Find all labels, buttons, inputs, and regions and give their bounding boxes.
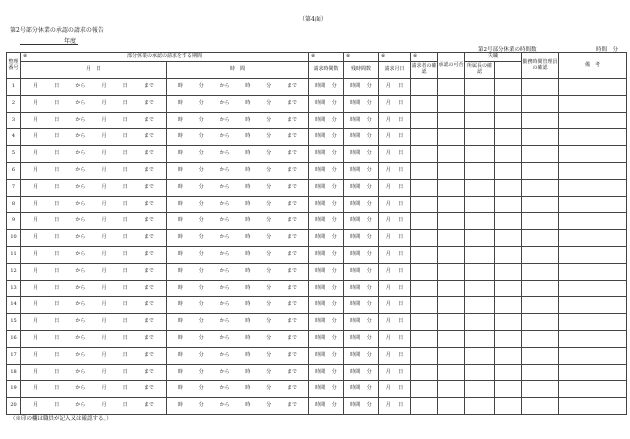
period-time-cell[interactable]: 時 分 から 時 分 まで bbox=[167, 179, 309, 196]
request-date-cell[interactable]: 月 日 bbox=[379, 179, 411, 196]
period-time-cell[interactable]: 時 分 から 時 分 まで bbox=[167, 95, 309, 112]
header-star-remaining: ※ bbox=[344, 53, 379, 62]
hours-manager-confirm-cell[interactable] bbox=[522, 196, 559, 213]
serial-number-cell: 2 bbox=[7, 95, 21, 112]
requester-confirm-cell[interactable] bbox=[411, 230, 438, 247]
remaining-hours-cell[interactable]: 時間 分 bbox=[344, 112, 379, 129]
request-date-cell[interactable]: 月 日 bbox=[379, 230, 411, 247]
year-underline bbox=[20, 44, 78, 45]
period-time-cell[interactable]: 時 分 から 時 分 まで bbox=[167, 79, 309, 96]
period-month-day-cell[interactable]: 月 日 から 月 日 まで bbox=[21, 196, 167, 213]
disapproval-blank-cell[interactable] bbox=[495, 263, 522, 280]
remarks-cell[interactable] bbox=[559, 95, 627, 112]
table-row bbox=[7, 196, 627, 213]
request-date-cell[interactable]: 月 日 bbox=[379, 196, 411, 213]
table-row bbox=[7, 398, 627, 415]
serial-number-cell: 1 bbox=[7, 79, 21, 96]
hours-manager-confirm-cell[interactable] bbox=[522, 112, 559, 129]
disapproval-blank-cell[interactable] bbox=[495, 246, 522, 263]
requester-confirm-cell[interactable] bbox=[411, 213, 438, 230]
remarks-cell[interactable] bbox=[559, 162, 627, 179]
hours-manager-confirm-cell[interactable] bbox=[522, 398, 559, 415]
disapproval-blank-cell[interactable] bbox=[495, 129, 522, 146]
serial-number-cell: 8 bbox=[7, 196, 21, 213]
table-row bbox=[7, 263, 627, 280]
requester-confirm-cell[interactable] bbox=[411, 364, 438, 381]
request-date-cell[interactable]: 月 日 bbox=[379, 347, 411, 364]
requested-hours-cell[interactable]: 時間 分 bbox=[309, 330, 344, 347]
hours-manager-confirm-cell[interactable] bbox=[522, 213, 559, 230]
header-requester-confirm: 請求者の確認 bbox=[411, 62, 438, 79]
request-date-cell[interactable]: 月 日 bbox=[379, 381, 411, 398]
period-month-day-cell[interactable]: 月 日 から 月 日 まで bbox=[21, 280, 167, 297]
requested-hours-cell[interactable]: 時間 分 bbox=[309, 347, 344, 364]
dept-head-confirm-cell[interactable] bbox=[465, 230, 495, 247]
requested-hours-cell[interactable]: 時間 分 bbox=[309, 314, 344, 331]
approval-decision-cell[interactable] bbox=[438, 162, 465, 179]
remarks-cell[interactable] bbox=[559, 146, 627, 163]
serial-number-cell: 5 bbox=[7, 146, 21, 163]
remaining-hours-cell[interactable]: 時間 分 bbox=[344, 280, 379, 297]
remaining-hours-cell[interactable]: 時間 分 bbox=[344, 246, 379, 263]
request-date-cell[interactable]: 月 日 bbox=[379, 146, 411, 163]
requester-confirm-cell[interactable] bbox=[411, 297, 438, 314]
period-time-cell[interactable]: 時 分 から 時 分 まで bbox=[167, 330, 309, 347]
remarks-cell[interactable] bbox=[559, 398, 627, 415]
remaining-hours-cell[interactable]: 時間 分 bbox=[344, 364, 379, 381]
remarks-cell[interactable] bbox=[559, 213, 627, 230]
disapproval-blank-cell[interactable] bbox=[495, 79, 522, 96]
dept-head-confirm-cell[interactable] bbox=[465, 280, 495, 297]
disapproval-blank-cell[interactable] bbox=[495, 196, 522, 213]
approval-decision-cell[interactable] bbox=[438, 364, 465, 381]
approval-decision-cell[interactable] bbox=[438, 230, 465, 247]
table-row bbox=[7, 112, 627, 129]
remaining-hours-cell[interactable]: 時間 分 bbox=[344, 347, 379, 364]
disapproval-blank-cell[interactable] bbox=[495, 146, 522, 163]
period-month-day-cell[interactable]: 月 日 から 月 日 まで bbox=[21, 146, 167, 163]
requester-confirm-cell[interactable] bbox=[411, 179, 438, 196]
request-date-cell[interactable]: 月 日 bbox=[379, 364, 411, 381]
header-period-label: 部分休業の承認の請求をする期間 bbox=[127, 53, 203, 60]
serial-number-cell: 10 bbox=[7, 230, 21, 247]
requested-hours-cell[interactable]: 時間 分 bbox=[309, 79, 344, 96]
header-row-1 bbox=[7, 53, 627, 62]
disapproval-blank-cell[interactable] bbox=[495, 330, 522, 347]
dept-head-confirm-cell[interactable] bbox=[465, 347, 495, 364]
remarks-cell[interactable] bbox=[559, 246, 627, 263]
remaining-hours-cell[interactable]: 時間 分 bbox=[344, 95, 379, 112]
period-month-day-cell[interactable]: 月 日 から 月 日 まで bbox=[21, 314, 167, 331]
disapproval-blank-cell[interactable] bbox=[495, 398, 522, 415]
request-date-cell[interactable]: 月 日 bbox=[379, 314, 411, 331]
period-time-cell[interactable]: 時 分 から 時 分 まで bbox=[167, 263, 309, 280]
approval-decision-cell[interactable] bbox=[438, 398, 465, 415]
requester-confirm-cell[interactable] bbox=[411, 246, 438, 263]
period-month-day-cell[interactable]: 月 日 から 月 日 まで bbox=[21, 95, 167, 112]
total-hours-value: 時間 分 bbox=[596, 47, 619, 53]
remarks-cell[interactable] bbox=[559, 314, 627, 331]
disapproval-blank-cell[interactable] bbox=[495, 297, 522, 314]
header-request-date: 請求月日 bbox=[379, 62, 411, 79]
hours-manager-confirm-cell[interactable] bbox=[522, 330, 559, 347]
remarks-cell[interactable] bbox=[559, 179, 627, 196]
remaining-hours-cell[interactable]: 時間 分 bbox=[344, 297, 379, 314]
period-time-cell[interactable]: 時 分 から 時 分 まで bbox=[167, 246, 309, 263]
document-title: 第2号部分休業の承認の請求の報告 bbox=[10, 27, 104, 34]
disapproval-blank-cell[interactable] bbox=[495, 280, 522, 297]
approval-decision-cell[interactable] bbox=[438, 347, 465, 364]
hours-manager-confirm-cell[interactable] bbox=[522, 364, 559, 381]
hours-manager-confirm-cell[interactable] bbox=[522, 347, 559, 364]
requester-confirm-cell[interactable] bbox=[411, 129, 438, 146]
header-remaining-hours: 残時間数 bbox=[344, 62, 379, 79]
serial-number-cell: 6 bbox=[7, 162, 21, 179]
approval-decision-cell[interactable] bbox=[438, 79, 465, 96]
requester-confirm-cell[interactable] bbox=[411, 347, 438, 364]
request-date-cell[interactable]: 月 日 bbox=[379, 263, 411, 280]
requested-hours-cell[interactable]: 時間 分 bbox=[309, 230, 344, 247]
hours-manager-confirm-cell[interactable] bbox=[522, 246, 559, 263]
remaining-hours-cell[interactable]: 時間 分 bbox=[344, 314, 379, 331]
remaining-hours-cell[interactable]: 時間 分 bbox=[344, 179, 379, 196]
remarks-cell[interactable] bbox=[559, 196, 627, 213]
approval-decision-cell[interactable] bbox=[438, 129, 465, 146]
serial-number-cell: 12 bbox=[7, 263, 21, 280]
approval-decision-cell[interactable] bbox=[438, 196, 465, 213]
period-month-day-cell[interactable]: 月 日 から 月 日 まで bbox=[21, 79, 167, 96]
table-row bbox=[7, 364, 627, 381]
header-remarks: 備 考 bbox=[559, 53, 627, 79]
period-month-day-cell[interactable]: 月 日 から 月 日 まで bbox=[21, 246, 167, 263]
footnote: （※印の欄は職員が記入又は確認する。） bbox=[10, 416, 112, 422]
period-month-day-cell[interactable]: 月 日 から 月 日 まで bbox=[21, 263, 167, 280]
requested-hours-cell[interactable]: 時間 分 bbox=[309, 179, 344, 196]
serial-number-cell: 7 bbox=[7, 179, 21, 196]
approval-decision-cell[interactable] bbox=[438, 179, 465, 196]
approval-decision-cell[interactable] bbox=[438, 112, 465, 129]
hours-manager-confirm-cell[interactable] bbox=[522, 297, 559, 314]
header-hours-manager: 勤務時間管理員の確認 bbox=[522, 53, 559, 79]
request-date-cell[interactable]: 月 日 bbox=[379, 246, 411, 263]
disapproval-blank-cell[interactable] bbox=[495, 95, 522, 112]
remarks-cell[interactable] bbox=[559, 280, 627, 297]
star-mark: ※ bbox=[23, 53, 28, 59]
request-date-cell[interactable]: 月 日 bbox=[379, 330, 411, 347]
table-row bbox=[7, 230, 627, 247]
table-row bbox=[7, 246, 627, 263]
header-month-day: 月 日 bbox=[21, 62, 167, 79]
remarks-cell[interactable] bbox=[559, 330, 627, 347]
remarks-cell[interactable] bbox=[559, 297, 627, 314]
requester-confirm-cell[interactable] bbox=[411, 330, 438, 347]
dept-head-confirm-cell[interactable] bbox=[465, 263, 495, 280]
period-time-cell[interactable]: 時 分 から 時 分 まで bbox=[167, 196, 309, 213]
remarks-cell[interactable] bbox=[559, 263, 627, 280]
hours-manager-confirm-cell[interactable] bbox=[522, 162, 559, 179]
request-date-cell[interactable]: 月 日 bbox=[379, 129, 411, 146]
header-star-requester: ※ bbox=[411, 53, 438, 62]
requester-confirm-cell[interactable] bbox=[411, 112, 438, 129]
period-time-cell[interactable]: 時 分 から 時 分 まで bbox=[167, 280, 309, 297]
dept-head-confirm-cell[interactable] bbox=[465, 95, 495, 112]
remaining-hours-cell[interactable]: 時間 分 bbox=[344, 230, 379, 247]
header-requested-hours: 請求時間数 bbox=[309, 62, 344, 79]
requested-hours-cell[interactable]: 時間 分 bbox=[309, 364, 344, 381]
requested-hours-cell[interactable]: 時間 分 bbox=[309, 162, 344, 179]
remaining-hours-cell[interactable]: 時間 分 bbox=[344, 196, 379, 213]
requested-hours-cell[interactable]: 時間 分 bbox=[309, 246, 344, 263]
dept-head-confirm-cell[interactable] bbox=[465, 146, 495, 163]
serial-number-cell: 13 bbox=[7, 280, 21, 297]
disapproval-blank-cell[interactable] bbox=[495, 364, 522, 381]
hours-manager-confirm-cell[interactable] bbox=[522, 79, 559, 96]
dept-head-confirm-cell[interactable] bbox=[465, 79, 495, 96]
serial-number-cell: 4 bbox=[7, 129, 21, 146]
total-hours-label: 第2号部分休業の時間数 bbox=[478, 47, 537, 53]
period-month-day-cell[interactable]: 月 日 から 月 日 まで bbox=[21, 230, 167, 247]
dept-head-confirm-cell[interactable] bbox=[465, 162, 495, 179]
leave-request-table bbox=[6, 52, 627, 415]
period-month-day-cell[interactable]: 月 日 から 月 日 まで bbox=[21, 330, 167, 347]
remaining-hours-cell[interactable]: 時間 分 bbox=[344, 330, 379, 347]
requested-hours-cell[interactable]: 時間 分 bbox=[309, 95, 344, 112]
dept-head-confirm-cell[interactable] bbox=[465, 129, 495, 146]
approval-decision-cell[interactable] bbox=[438, 314, 465, 331]
serial-number-cell: 15 bbox=[7, 314, 21, 331]
requester-confirm-cell[interactable] bbox=[411, 95, 438, 112]
approval-decision-cell[interactable] bbox=[438, 146, 465, 163]
remaining-hours-cell[interactable]: 時間 分 bbox=[344, 381, 379, 398]
hours-manager-confirm-cell[interactable] bbox=[522, 129, 559, 146]
approval-decision-cell[interactable] bbox=[438, 280, 465, 297]
period-time-cell[interactable]: 時 分 から 時 分 まで bbox=[167, 112, 309, 129]
period-time-cell[interactable]: 時 分 から 時 分 まで bbox=[167, 213, 309, 230]
dept-head-confirm-cell[interactable] bbox=[465, 381, 495, 398]
table-row bbox=[7, 79, 627, 96]
serial-number-cell: 18 bbox=[7, 364, 21, 381]
requester-confirm-cell[interactable] bbox=[411, 162, 438, 179]
requested-hours-cell[interactable]: 時間 分 bbox=[309, 129, 344, 146]
period-time-cell[interactable]: 時 分 から 時 分 まで bbox=[167, 364, 309, 381]
serial-number-cell: 20 bbox=[7, 398, 21, 415]
table-row bbox=[7, 213, 627, 230]
period-time-cell[interactable]: 時 分 から 時 分 まで bbox=[167, 146, 309, 163]
disapproval-blank-cell[interactable] bbox=[495, 381, 522, 398]
serial-number-cell: 17 bbox=[7, 347, 21, 364]
requested-hours-cell[interactable]: 時間 分 bbox=[309, 297, 344, 314]
table-row bbox=[7, 146, 627, 163]
request-date-cell[interactable]: 月 日 bbox=[379, 398, 411, 415]
disapproval-blank-cell[interactable] bbox=[495, 112, 522, 129]
header-star-date: ※ bbox=[379, 53, 411, 62]
dept-head-confirm-cell[interactable] bbox=[465, 314, 495, 331]
requester-confirm-cell[interactable] bbox=[411, 196, 438, 213]
requested-hours-cell[interactable]: 時間 分 bbox=[309, 213, 344, 230]
period-time-cell[interactable]: 時 分 から 時 分 まで bbox=[167, 398, 309, 415]
form-number: （第4面） bbox=[299, 16, 327, 23]
header-approval: 承認の可否 bbox=[438, 53, 465, 79]
header-dept-head-confirm: 所属長の確認 bbox=[465, 62, 495, 79]
period-time-cell[interactable]: 時 分 から 時 分 まで bbox=[167, 129, 309, 146]
requester-confirm-cell[interactable] bbox=[411, 146, 438, 163]
header-serial: 整理番号 bbox=[7, 53, 21, 79]
dept-head-confirm-cell[interactable] bbox=[465, 112, 495, 129]
table-row bbox=[7, 347, 627, 364]
header-blank bbox=[495, 62, 522, 79]
disapproval-blank-cell[interactable] bbox=[495, 230, 522, 247]
approval-decision-cell[interactable] bbox=[438, 95, 465, 112]
remaining-hours-cell[interactable]: 時間 分 bbox=[344, 263, 379, 280]
request-date-cell[interactable]: 月 日 bbox=[379, 112, 411, 129]
disapproval-blank-cell[interactable] bbox=[495, 347, 522, 364]
remarks-cell[interactable] bbox=[559, 347, 627, 364]
period-month-day-cell[interactable]: 月 日 から 月 日 まで bbox=[21, 398, 167, 415]
serial-number-cell: 9 bbox=[7, 213, 21, 230]
table-row bbox=[7, 330, 627, 347]
hours-manager-confirm-cell[interactable] bbox=[522, 146, 559, 163]
hours-manager-confirm-cell[interactable] bbox=[522, 381, 559, 398]
table-row bbox=[7, 280, 627, 297]
remaining-hours-cell[interactable]: 時間 分 bbox=[344, 398, 379, 415]
requested-hours-cell[interactable]: 時間 分 bbox=[309, 381, 344, 398]
hours-manager-confirm-cell[interactable] bbox=[522, 230, 559, 247]
hours-manager-confirm-cell[interactable] bbox=[522, 179, 559, 196]
dept-head-confirm-cell[interactable] bbox=[465, 246, 495, 263]
disapproval-blank-cell[interactable] bbox=[495, 179, 522, 196]
remaining-hours-cell[interactable]: 時間 分 bbox=[344, 79, 379, 96]
serial-number-cell: 3 bbox=[7, 112, 21, 129]
hours-manager-confirm-cell[interactable] bbox=[522, 280, 559, 297]
period-month-day-cell[interactable]: 月 日 から 月 日 まで bbox=[21, 129, 167, 146]
table-row bbox=[7, 162, 627, 179]
period-time-cell[interactable]: 時 分 から 時 分 まで bbox=[167, 381, 309, 398]
remarks-cell[interactable] bbox=[559, 230, 627, 247]
approval-decision-cell[interactable] bbox=[438, 297, 465, 314]
approval-decision-cell[interactable] bbox=[438, 381, 465, 398]
dept-head-confirm-cell[interactable] bbox=[465, 196, 495, 213]
period-month-day-cell[interactable]: 月 日 から 月 日 まで bbox=[21, 179, 167, 196]
period-time-cell[interactable]: 時 分 から 時 分 まで bbox=[167, 297, 309, 314]
period-time-cell[interactable]: 時 分 から 時 分 まで bbox=[167, 314, 309, 331]
table-row bbox=[7, 129, 627, 146]
period-month-day-cell[interactable]: 月 日 から 月 日 まで bbox=[21, 112, 167, 129]
header-star-requested: ※ bbox=[309, 53, 344, 62]
remaining-hours-cell[interactable]: 時間 分 bbox=[344, 213, 379, 230]
approval-decision-cell[interactable] bbox=[438, 213, 465, 230]
header-disapproval: 失職 bbox=[465, 53, 522, 62]
requested-hours-cell[interactable]: 時間 分 bbox=[309, 280, 344, 297]
request-date-cell[interactable]: 月 日 bbox=[379, 213, 411, 230]
dept-head-confirm-cell[interactable] bbox=[465, 330, 495, 347]
hours-manager-confirm-cell[interactable] bbox=[522, 314, 559, 331]
request-date-cell[interactable]: 月 日 bbox=[379, 297, 411, 314]
period-time-cell[interactable]: 時 分 から 時 分 まで bbox=[167, 162, 309, 179]
serial-number-cell: 19 bbox=[7, 381, 21, 398]
period-month-day-cell[interactable]: 月 日 から 月 日 まで bbox=[21, 364, 167, 381]
remaining-hours-cell[interactable]: 時間 分 bbox=[344, 162, 379, 179]
period-month-day-cell[interactable]: 月 日 から 月 日 まで bbox=[21, 162, 167, 179]
hours-manager-confirm-cell[interactable] bbox=[522, 95, 559, 112]
table-row bbox=[7, 381, 627, 398]
serial-number-cell: 11 bbox=[7, 246, 21, 263]
table-row bbox=[7, 297, 627, 314]
request-date-cell[interactable]: 月 日 bbox=[379, 95, 411, 112]
table-row bbox=[7, 179, 627, 196]
requester-confirm-cell[interactable] bbox=[411, 381, 438, 398]
period-month-day-cell[interactable]: 月 日 から 月 日 まで bbox=[21, 347, 167, 364]
period-time-cell[interactable]: 時 分 から 時 分 まで bbox=[167, 230, 309, 247]
requester-confirm-cell[interactable] bbox=[411, 280, 438, 297]
disapproval-blank-cell[interactable] bbox=[495, 314, 522, 331]
dept-head-confirm-cell[interactable] bbox=[465, 213, 495, 230]
request-date-cell[interactable]: 月 日 bbox=[379, 280, 411, 297]
hours-manager-confirm-cell[interactable] bbox=[522, 263, 559, 280]
disapproval-blank-cell[interactable] bbox=[495, 162, 522, 179]
header-time: 時 間 bbox=[167, 62, 309, 79]
dept-head-confirm-cell[interactable] bbox=[465, 398, 495, 415]
dept-head-confirm-cell[interactable] bbox=[465, 179, 495, 196]
approval-decision-cell[interactable] bbox=[438, 330, 465, 347]
period-month-day-cell[interactable]: 月 日 から 月 日 まで bbox=[21, 381, 167, 398]
requested-hours-cell[interactable]: 時間 分 bbox=[309, 196, 344, 213]
table-row bbox=[7, 95, 627, 112]
remarks-cell[interactable] bbox=[559, 381, 627, 398]
remarks-cell[interactable] bbox=[559, 129, 627, 146]
requester-confirm-cell[interactable] bbox=[411, 314, 438, 331]
remarks-cell[interactable] bbox=[559, 79, 627, 96]
requested-hours-cell[interactable]: 時間 分 bbox=[309, 398, 344, 415]
year-label: 年度 bbox=[64, 38, 77, 45]
serial-number-cell: 14 bbox=[7, 297, 21, 314]
requested-hours-cell[interactable]: 時間 分 bbox=[309, 263, 344, 280]
requester-confirm-cell[interactable] bbox=[411, 263, 438, 280]
disapproval-blank-cell[interactable] bbox=[495, 213, 522, 230]
approval-decision-cell[interactable] bbox=[438, 263, 465, 280]
requested-hours-cell[interactable]: 時間 分 bbox=[309, 146, 344, 163]
requester-confirm-cell[interactable] bbox=[411, 398, 438, 415]
remaining-hours-cell[interactable]: 時間 分 bbox=[344, 146, 379, 163]
dept-head-confirm-cell[interactable] bbox=[465, 364, 495, 381]
requested-hours-cell[interactable]: 時間 分 bbox=[309, 112, 344, 129]
request-date-cell[interactable]: 月 日 bbox=[379, 162, 411, 179]
request-date-cell[interactable]: 月 日 bbox=[379, 79, 411, 96]
remarks-cell[interactable] bbox=[559, 112, 627, 129]
period-month-day-cell[interactable]: 月 日 から 月 日 まで bbox=[21, 213, 167, 230]
period-time-cell[interactable]: 時 分 から 時 分 まで bbox=[167, 347, 309, 364]
header-period bbox=[21, 53, 309, 62]
requester-confirm-cell[interactable] bbox=[411, 79, 438, 96]
approval-decision-cell[interactable] bbox=[438, 246, 465, 263]
dept-head-confirm-cell[interactable] bbox=[465, 297, 495, 314]
remarks-cell[interactable] bbox=[559, 364, 627, 381]
period-month-day-cell[interactable]: 月 日 から 月 日 まで bbox=[21, 297, 167, 314]
remaining-hours-cell[interactable]: 時間 分 bbox=[344, 129, 379, 146]
table-row bbox=[7, 314, 627, 331]
serial-number-cell: 16 bbox=[7, 330, 21, 347]
